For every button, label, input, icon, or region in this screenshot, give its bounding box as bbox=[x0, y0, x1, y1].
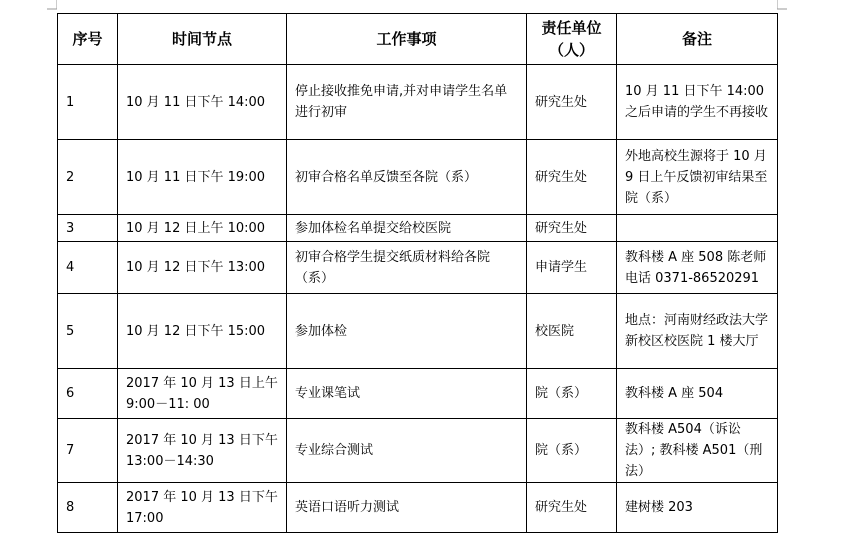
table-row bbox=[58, 140, 778, 215]
table-row bbox=[58, 242, 778, 294]
table-row bbox=[58, 483, 778, 533]
row-task: 参加体检 bbox=[287, 294, 527, 369]
row-task: 初审合格学生提交纸质材料给各院（系） bbox=[287, 242, 527, 294]
row-number: 1 bbox=[58, 65, 118, 140]
header-row bbox=[58, 14, 778, 65]
row-unit: 研究生处 bbox=[527, 65, 617, 140]
header-unit: 责任单位（人） bbox=[527, 14, 617, 65]
row-unit: 申请学生 bbox=[527, 242, 617, 294]
row-note: 教科楼 A 座 508 陈老师 电话 0371-86520291 bbox=[617, 242, 778, 294]
row-unit: 校医院 bbox=[527, 294, 617, 369]
row-number: 3 bbox=[58, 215, 118, 242]
header-task: 工作事项 bbox=[287, 14, 527, 65]
row-note: 10 月 11 日下午 14:00 之后申请的学生不再接收 bbox=[617, 65, 778, 140]
corner-mark-right bbox=[777, 0, 787, 10]
row-number: 2 bbox=[58, 140, 118, 215]
table-row bbox=[58, 369, 778, 419]
corner-mark-left bbox=[47, 0, 57, 10]
table-row bbox=[58, 294, 778, 369]
row-task: 英语口语听力测试 bbox=[287, 483, 527, 533]
row-time: 10 月 12 日下午 13:00 bbox=[118, 242, 287, 294]
header-note: 备注 bbox=[617, 14, 778, 65]
table-row bbox=[58, 215, 778, 242]
row-time: 2017 年 10 月 13 日下午 17:00 bbox=[118, 483, 287, 533]
row-unit: 研究生处 bbox=[527, 483, 617, 533]
row-note: 教科楼 A 座 504 bbox=[617, 369, 778, 419]
row-number: 8 bbox=[58, 483, 118, 533]
row-task: 停止接收推免申请,并对申请学生名单进行初审 bbox=[287, 65, 527, 140]
row-unit: 研究生处 bbox=[527, 215, 617, 242]
header-time: 时间节点 bbox=[118, 14, 287, 65]
row-number: 5 bbox=[58, 294, 118, 369]
row-task: 专业综合测试 bbox=[287, 419, 527, 483]
header-seq: 序号 bbox=[58, 14, 118, 65]
row-note: 地点：河南财经政法大学新校区校医院 1 楼大厅 bbox=[617, 294, 778, 369]
row-number: 6 bbox=[58, 369, 118, 419]
row-time: 2017 年 10 月 13 日上午 9:00－11: 00 bbox=[118, 369, 287, 419]
row-unit: 院（系） bbox=[527, 369, 617, 419]
schedule-table bbox=[57, 13, 778, 533]
row-time: 10 月 12 日上午 10:00 bbox=[118, 215, 287, 242]
row-time: 10 月 11 日下午 19:00 bbox=[118, 140, 287, 215]
row-unit: 研究生处 bbox=[527, 140, 617, 215]
row-number: 7 bbox=[58, 419, 118, 483]
table-row bbox=[58, 419, 778, 483]
row-time: 10 月 11 日下午 14:00 bbox=[118, 65, 287, 140]
row-note: 建树楼 203 bbox=[617, 483, 778, 533]
row-number: 4 bbox=[58, 242, 118, 294]
row-task: 参加体检名单提交给校医院 bbox=[287, 215, 527, 242]
table-row bbox=[58, 65, 778, 140]
row-task: 专业课笔试 bbox=[287, 369, 527, 419]
row-note: 外地高校生源将于 10 月 9 日上午反馈初审结果至院（系） bbox=[617, 140, 778, 215]
row-note bbox=[617, 215, 778, 242]
row-task: 初审合格名单反馈至各院（系） bbox=[287, 140, 527, 215]
row-time: 10 月 12 日下午 15:00 bbox=[118, 294, 287, 369]
row-unit: 院（系） bbox=[527, 419, 617, 483]
row-time: 2017 年 10 月 13 日下午 13:00－14:30 bbox=[118, 419, 287, 483]
row-note: 教科楼 A504（诉讼法）; 教科楼 A501（刑法） bbox=[617, 419, 778, 483]
